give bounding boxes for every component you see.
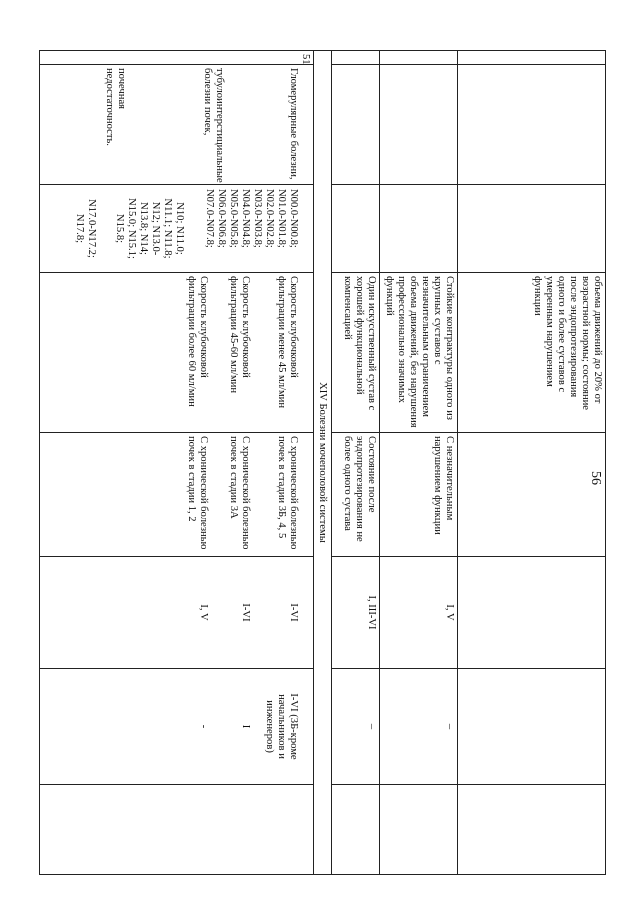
disease-cell <box>380 65 458 185</box>
row-num: 51. <box>40 51 314 65</box>
criteria-2: С хронической болезнью почек в стадии 3А <box>228 436 251 550</box>
extra-cell <box>332 785 380 875</box>
criteria-cell: Состояние после эндопротезирования не более одного сустава <box>332 433 380 557</box>
codes-cell <box>458 185 606 273</box>
table-row <box>40 51 314 875</box>
criteria-cell: С незначительным нарушением функции <box>380 433 458 557</box>
note-cell: – <box>380 669 458 785</box>
criteria-1: С хронической болезнью почек в стадии 3Б, 4, 5 <box>276 436 299 550</box>
disease-table <box>39 50 606 875</box>
groups-1: I-VI <box>288 603 299 622</box>
table-row <box>380 51 458 875</box>
indication-cell: Стойкие контрактуры одного из крупных суставов с незначительным ограничением объема движений, без нарушения профессионально значимых функций <box>380 273 458 433</box>
groups-cell: I, III-VI <box>332 557 380 669</box>
section-row <box>314 51 332 875</box>
indication-cell: Один искусственный сустав с хорошей функциональной компенсацией <box>332 273 380 433</box>
codes-cell <box>380 185 458 273</box>
indication-3: Скорость клубочковой фильтрации более 60 мл/мин <box>186 276 209 407</box>
disease-cell <box>40 65 314 185</box>
groups-cell <box>458 557 606 669</box>
page-number: 56 <box>588 471 603 485</box>
codes-cell <box>332 185 380 273</box>
note-cell <box>40 669 314 785</box>
groups-2: I-VI <box>240 603 251 622</box>
codes-b: N10; N11.0; N11.1; N11.8; N12; N13.0-N13.8; N14; N15.0; N15.1; N15.8; <box>114 198 185 259</box>
row-num <box>380 51 458 65</box>
section-title: XIV Болезни мочеполовой системы <box>314 51 332 875</box>
rotated-page <box>40 50 606 874</box>
groups-cell <box>40 557 314 669</box>
groups-3: I, V <box>198 604 209 621</box>
disease-b: тубулоинтерстициальные болезни почек, <box>202 68 225 183</box>
criteria-cell <box>40 433 314 557</box>
codes-a: N00.0-N00.8; N01.0-N01.8; N02.0-N02.8; N03.0-N03.8; N04.0-N04.8; N05.0-N05.8; N06.0-N06.8; N07.0-N07.8; <box>204 189 299 248</box>
note-cell <box>458 669 606 785</box>
row-num <box>458 51 606 65</box>
extra-cell <box>380 785 458 875</box>
indication-2: Скорость клубочковой фильтрации 45-60 мл/мин <box>228 276 251 394</box>
table-row <box>458 51 606 875</box>
note-1: I-VI (3Б-кроме начальников и инженеров) <box>264 693 299 760</box>
disease-cell <box>332 65 380 185</box>
extra-cell <box>458 785 606 875</box>
row-num <box>332 51 380 65</box>
indication-cell: объема движений до 20% от возрастной нормы; состояние после эндопротезирования одного и более суставов с умеренным нарушением функции <box>458 273 606 433</box>
indication-cell <box>40 273 314 433</box>
disease-c: почечная недостаточность. <box>104 68 127 146</box>
indication-1: Скорость клубочковой фильтрации менее 45 мл/мин <box>276 276 299 409</box>
note-2: I <box>240 724 251 729</box>
criteria-cell <box>458 433 606 557</box>
codes-cell <box>40 185 314 273</box>
criteria-3: С хронической болезнью почек в стадии 1, 2 <box>186 436 209 550</box>
groups-cell: I, V <box>380 557 458 669</box>
note-3: - <box>198 724 209 729</box>
table-row <box>332 51 380 875</box>
disease-a: Гломерулярные болезни, <box>288 68 299 180</box>
extra-cell <box>40 785 314 875</box>
disease-cell <box>458 65 606 185</box>
note-cell: – <box>332 669 380 785</box>
codes-c: N17.0-N17.2; N17.8; <box>74 199 97 258</box>
